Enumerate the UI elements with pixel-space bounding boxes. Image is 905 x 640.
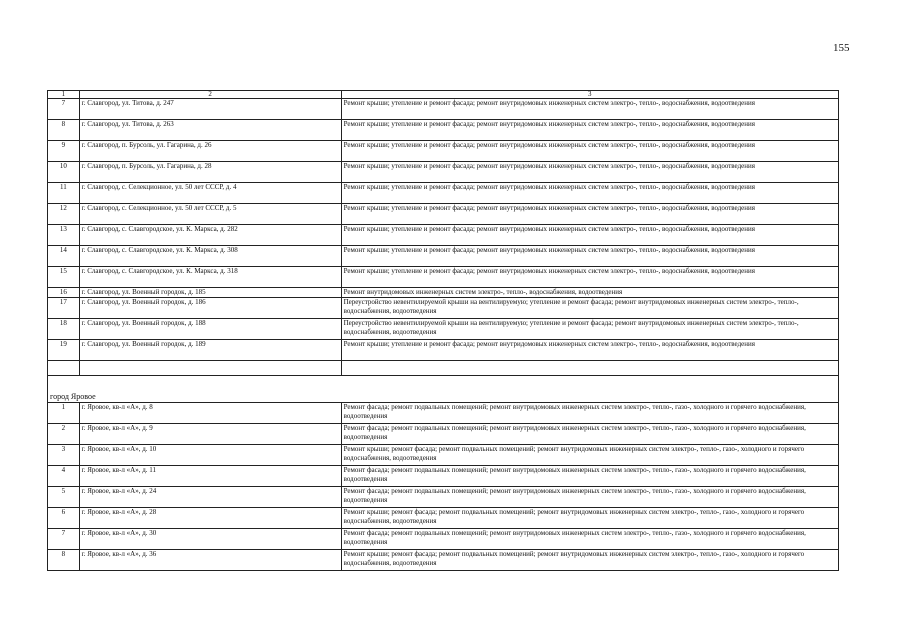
blank-cell — [341, 361, 838, 376]
column-number-2: 2 — [79, 91, 341, 99]
address-cell: г. Славгород, ул. Военный городок, д. 185 — [79, 288, 341, 298]
address-cell: г. Славгород, ул. Титова, д. 247 — [79, 99, 341, 120]
table-row — [48, 319, 839, 340]
row-number: 2 — [48, 424, 80, 445]
section-title: город Яровое — [48, 376, 839, 403]
works-cell: Ремонт фасада; ремонт подвальных помещений; ремонт внутридомовых инженерных систем электро-, тепло-, газо-, холодного и горячего водоснабжения, водоотведения — [341, 403, 838, 424]
row-number: 10 — [48, 162, 80, 183]
works-cell: Переустройство невентилируемой крыши на вентилируемую; утепление и ремонт фасада; ремонт внутридомовых инженерных систем электро-, тепло-, водоснабжения, водоотведения — [341, 319, 838, 340]
works-cell: Ремонт крыши; утепление и ремонт фасада; ремонт внутридомовых инженерных систем электро-, тепло-, водоснабжения, водоотведения — [341, 141, 838, 162]
table-row — [48, 550, 839, 571]
table-row — [48, 298, 839, 319]
row-number: 4 — [48, 466, 80, 487]
column-number-3: 3 — [341, 91, 838, 99]
address-cell: г. Яровое, кв-л «А», д. 9 — [79, 424, 341, 445]
works-cell: Ремонт крыши; утепление и ремонт фасада; ремонт внутридомовых инженерных систем электро-, тепло-, водоснабжения, водоотведения — [341, 267, 838, 288]
address-cell: г. Славгород, с. Славгородское, ул. К. Маркса, д. 318 — [79, 267, 341, 288]
address-cell: г. Славгород, ул. Военный городок, д. 188 — [79, 319, 341, 340]
works-cell: Ремонт внутридомовых инженерных систем электро-, тепло-, водоснабжения, водоотведения — [341, 288, 838, 298]
works-table — [47, 90, 839, 571]
address-cell: г. Яровое, кв-л «А», д. 28 — [79, 508, 341, 529]
address-cell: г. Яровое, кв-л «А», д. 36 — [79, 550, 341, 571]
address-cell: г. Славгород, с. Селекционное, ул. 50 лет СССР, д. 4 — [79, 183, 341, 204]
address-cell: г. Яровое, кв-л «А», д. 30 — [79, 529, 341, 550]
address-cell: г. Яровое, кв-л «А», д. 10 — [79, 445, 341, 466]
address-cell: г. Славгород, с. Селекционное, ул. 50 лет СССР, д. 5 — [79, 204, 341, 225]
works-cell: Ремонт крыши; утепление и ремонт фасада; ремонт внутридомовых инженерных систем электро-, тепло-, водоснабжения, водоотведения — [341, 162, 838, 183]
table-row — [48, 403, 839, 424]
table-row — [48, 183, 839, 204]
row-number: 9 — [48, 141, 80, 162]
address-cell: г. Славгород, ул. Титова, д. 263 — [79, 120, 341, 141]
row-number: 13 — [48, 225, 80, 246]
page-number: 155 — [833, 42, 850, 54]
works-cell: Переустройство невентилируемой крыши на вентилируемую; утепление и ремонт фасада; ремонт внутридомовых инженерных систем электро-, тепло-, водоснабжения, водоотведения — [341, 298, 838, 319]
works-cell: Ремонт фасада; ремонт подвальных помещений; ремонт внутридомовых инженерных систем электро-, тепло-, газо-, холодного и горячего водоснабжения, водоотведения — [341, 424, 838, 445]
blank-cell — [48, 361, 80, 376]
works-cell: Ремонт крыши; утепление и ремонт фасада; ремонт внутридомовых инженерных систем электро-, тепло-, водоснабжения, водоотведения — [341, 99, 838, 120]
table-row — [48, 99, 839, 120]
works-cell: Ремонт крыши; утепление и ремонт фасада; ремонт внутридомовых инженерных систем электро-, тепло-, водоснабжения, водоотведения — [341, 183, 838, 204]
works-cell: Ремонт крыши; ремонт фасада; ремонт подвальных помещений; ремонт внутридомовых инженерных систем электро-, тепло-, газо-, холодного и горячего водоснабжения, водоотведения — [341, 508, 838, 529]
works-table-body — [48, 91, 839, 571]
row-number: 14 — [48, 246, 80, 267]
row-number: 16 — [48, 288, 80, 298]
works-cell: Ремонт крыши; утепление и ремонт фасада; ремонт внутридомовых инженерных систем электро-, тепло-, водоснабжения, водоотведения — [341, 225, 838, 246]
table-row — [48, 288, 839, 298]
table-row — [48, 246, 839, 267]
table-row — [48, 466, 839, 487]
column-number-1: 1 — [48, 91, 80, 99]
table-row — [48, 508, 839, 529]
table-row — [48, 487, 839, 508]
row-number: 8 — [48, 120, 80, 141]
section-row — [48, 376, 839, 403]
address-cell: г. Славгород, п. Бурсоль, ул. Гагарина, д. 26 — [79, 141, 341, 162]
address-cell: г. Яровое, кв-л «А», д. 11 — [79, 466, 341, 487]
works-cell: Ремонт крыши; утепление и ремонт фасада; ремонт внутридомовых инженерных систем электро-, тепло-, водоснабжения, водоотведения — [341, 246, 838, 267]
works-cell: Ремонт крыши; ремонт фасада; ремонт подвальных помещений; ремонт внутридомовых инженерных систем электро-, тепло-, газо-, холодного и горячего водоснабжения, водоотведения — [341, 445, 838, 466]
table-row — [48, 120, 839, 141]
blank-row — [48, 361, 839, 376]
address-cell: г. Славгород, ул. Военный городок, д. 189 — [79, 340, 341, 361]
row-number: 7 — [48, 99, 80, 120]
address-cell: г. Славгород, ул. Военный городок, д. 186 — [79, 298, 341, 319]
address-cell: г. Славгород, п. Бурсоль, ул. Гагарина, д. 28 — [79, 162, 341, 183]
works-cell: Ремонт крыши; утепление и ремонт фасада; ремонт внутридомовых инженерных систем электро-, тепло-, водоснабжения, водоотведения — [341, 204, 838, 225]
address-cell: г. Славгород, с. Славгородское, ул. К. Маркса, д. 308 — [79, 246, 341, 267]
row-number: 6 — [48, 508, 80, 529]
table-row — [48, 141, 839, 162]
works-cell: Ремонт крыши; ремонт фасада; ремонт подвальных помещений; ремонт внутридомовых инженерных систем электро-, тепло-, газо-, холодного и горячего водоснабжения, водоотведения — [341, 550, 838, 571]
blank-cell — [79, 361, 341, 376]
table-row — [48, 340, 839, 361]
row-number: 17 — [48, 298, 80, 319]
row-number: 12 — [48, 204, 80, 225]
table-row — [48, 529, 839, 550]
works-cell: Ремонт крыши; утепление и ремонт фасада; ремонт внутридомовых инженерных систем электро-, тепло-, водоснабжения, водоотведения — [341, 340, 838, 361]
works-cell: Ремонт фасада; ремонт подвальных помещений; ремонт внутридомовых инженерных систем электро-, тепло-, газо-, холодного и горячего водоснабжения, водоотведения — [341, 487, 838, 508]
row-number: 8 — [48, 550, 80, 571]
row-number: 1 — [48, 403, 80, 424]
row-number: 18 — [48, 319, 80, 340]
address-cell: г. Яровое, кв-л «А», д. 8 — [79, 403, 341, 424]
works-cell: Ремонт фасада; ремонт подвальных помещений; ремонт внутридомовых инженерных систем электро-, тепло-, газо-, холодного и горячего водоснабжения, водоотведения — [341, 466, 838, 487]
row-number: 3 — [48, 445, 80, 466]
table-row — [48, 162, 839, 183]
row-number: 7 — [48, 529, 80, 550]
works-cell: Ремонт крыши; утепление и ремонт фасада; ремонт внутридомовых инженерных систем электро-, тепло-, водоснабжения, водоотведения — [341, 120, 838, 141]
table-row — [48, 204, 839, 225]
row-number: 11 — [48, 183, 80, 204]
address-cell: г. Славгород, с. Славгородское, ул. К. Маркса, д. 282 — [79, 225, 341, 246]
column-number-row — [48, 91, 839, 99]
table-row — [48, 424, 839, 445]
table-row — [48, 267, 839, 288]
works-cell: Ремонт фасада; ремонт подвальных помещений; ремонт внутридомовых инженерных систем электро-, тепло-, газо-, холодного и горячего водоснабжения, водоотведения — [341, 529, 838, 550]
row-number: 19 — [48, 340, 80, 361]
table-row — [48, 445, 839, 466]
row-number: 5 — [48, 487, 80, 508]
row-number: 15 — [48, 267, 80, 288]
address-cell: г. Яровое, кв-л «А», д. 24 — [79, 487, 341, 508]
table-row — [48, 225, 839, 246]
